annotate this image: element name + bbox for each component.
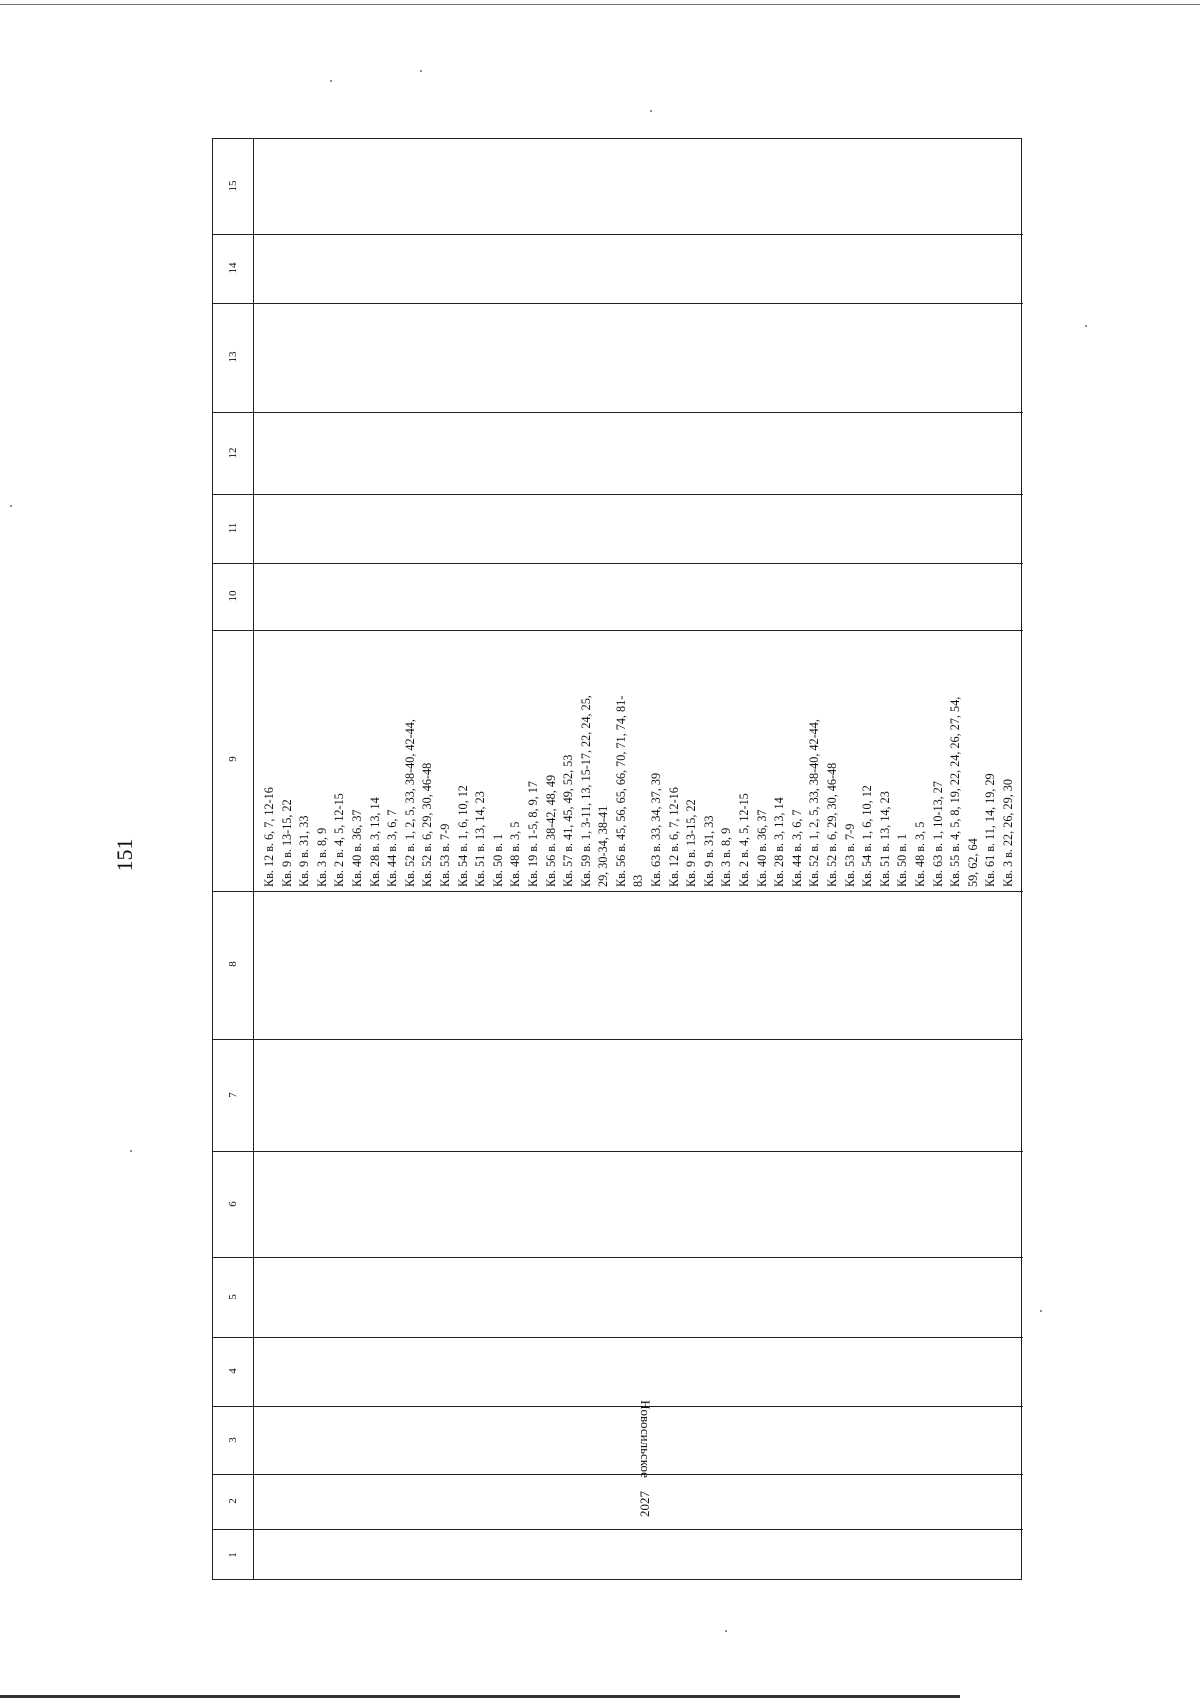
quarter-entry: Кв. 54 в. 1, 6, 10, 12 [455, 785, 470, 887]
quarter-entry: Кв. 3 в. 8, 9 [719, 827, 734, 887]
quarter-entry: Кв. 9 в. 31, 33 [297, 815, 312, 887]
quarter-entry: Кв. 2 в. 4, 5, 12-15 [332, 793, 347, 887]
quarter-entry: Кв. 48 в. 3, 5 [912, 821, 927, 887]
cell-year: 2027 [637, 1491, 652, 1517]
col-header-15: 15 [227, 180, 239, 192]
quarter-entry: Кв. 56 в. 38-42, 48, 49 [543, 774, 558, 887]
quarter-entry: Кв. 54 в. 1, 6, 10, 12 [860, 785, 875, 887]
quarter-entry: Кв. 9 в. 13-15, 22 [279, 799, 294, 887]
col-header-1: 1 [227, 1552, 239, 1558]
quarter-list [261, 695, 1018, 887]
col-header-6: 6 [227, 1201, 239, 1207]
col-header-4: 4 [227, 1368, 239, 1374]
quarter-entry: Кв. 9 в. 31, 33 [701, 815, 716, 887]
col-header-12: 12 [227, 447, 239, 459]
col-header-3: 3 [227, 1437, 239, 1443]
scan-speck [1040, 1310, 1042, 1312]
scan-bottom-edge [0, 1695, 960, 1698]
scan-speck [130, 1150, 132, 1152]
quarter-entry: Кв. 44 в. 3, 6, 7 [385, 809, 400, 887]
quarter-entry: Кв. 59 в. 1, 3-11, 13, 15-17, 22, 24, 25, [578, 695, 593, 887]
rotated-table [212, 138, 1022, 1580]
col-header-8: 8 [227, 961, 239, 967]
scan-speck [420, 70, 422, 72]
quarter-entry: Кв. 28 в. 3, 13, 14 [772, 797, 787, 887]
quarter-entry: Кв. 52 в. 1, 2, 5, 33, 38-40, 42-44, [807, 719, 822, 887]
scan-speck [650, 110, 652, 112]
col-header-10: 10 [227, 590, 239, 602]
quarter-entry: Кв. 12 в. 6, 7, 12-16 [666, 787, 681, 887]
quarter-entry: Кв. 57 в. 41, 45, 49, 52, 53 [561, 754, 576, 887]
quarter-entry: Кв. 48 в. 3, 5 [508, 821, 523, 887]
quarter-entry: Кв. 52 в. 6, 29, 30, 46-48 [825, 762, 839, 887]
quarter-entry: Кв. 63 в. 33, 34, 37, 39 [649, 772, 664, 887]
header-divider [253, 139, 254, 1579]
quarter-entry: Кв. 56 в. 45, 56, 65, 66, 70, 71, 74, 81- [613, 695, 628, 887]
scan-speck [1085, 325, 1087, 327]
scan-speck [10, 505, 12, 507]
col-header-2: 2 [227, 1498, 239, 1504]
quarter-entry: Кв. 44 в. 3, 6, 7 [789, 809, 804, 887]
quarter-entry: Кв. 53 в. 7-9 [842, 823, 857, 887]
col-header-5: 5 [227, 1294, 239, 1300]
quarter-entry: Кв. 12 в. 6, 7, 12-16 [262, 787, 276, 887]
quarter-entry: Кв. 2 в. 4, 5, 12-15 [737, 793, 752, 887]
quarter-entry: Кв. 3 в. 22, 26, 29, 30 [1000, 779, 1015, 887]
col-header-11: 11 [227, 522, 239, 534]
cell-settlement: Новосильское [638, 1400, 653, 1478]
quarter-entry: 83 [631, 874, 646, 887]
quarter-entry: Кв. 53 в. 7-9 [437, 823, 452, 887]
page-number: 151 [112, 838, 137, 872]
col-header-9: 9 [227, 756, 239, 762]
quarter-entry: Кв. 28 в. 3, 13, 14 [367, 797, 382, 887]
quarter-entry: Кв. 51 в. 13, 14, 23 [473, 791, 488, 887]
quarter-entry: 29, 30-34, 38-41 [596, 805, 611, 887]
quarter-entry: Кв. 50 в. 1 [895, 833, 910, 887]
scan-top-edge [0, 4, 1200, 5]
quarter-entry: Кв. 52 в. 6, 29, 30, 46-48 [420, 762, 435, 887]
col-header-13: 13 [227, 351, 239, 363]
quarter-entry: 59, 62, 64 [965, 838, 980, 887]
quarter-entry: Кв. 55 в. 4, 5, 8, 19, 22, 24, 26, 27, 54, [948, 696, 963, 887]
quarter-entry: Кв. 40 в. 36, 37 [754, 809, 769, 887]
quarter-entry: Кв. 50 в. 1 [490, 833, 505, 887]
quarter-entry: Кв. 51 в. 13, 14, 23 [877, 791, 892, 887]
col-header-7: 7 [227, 1092, 239, 1098]
quarter-entry: Кв. 63 в. 1, 10-13, 27 [930, 781, 945, 887]
quarter-entry: Кв. 3 в. 8, 9 [314, 827, 329, 887]
quarter-entry: Кв. 9 в. 13-15, 22 [684, 799, 699, 887]
quarter-entry: Кв. 52 в. 1, 2, 5, 33, 38-40, 42-44, [402, 719, 417, 887]
scan-speck [330, 80, 332, 82]
scan-speck [725, 1630, 727, 1632]
col-header-14: 14 [227, 262, 239, 274]
quarter-entry: Кв. 61 в. 11, 14, 19, 29 [983, 773, 998, 887]
quarter-entry: Кв. 40 в. 36, 37 [349, 809, 364, 887]
quarter-entry: Кв. 19 в. 1-5, 8, 9, 17 [525, 781, 540, 887]
